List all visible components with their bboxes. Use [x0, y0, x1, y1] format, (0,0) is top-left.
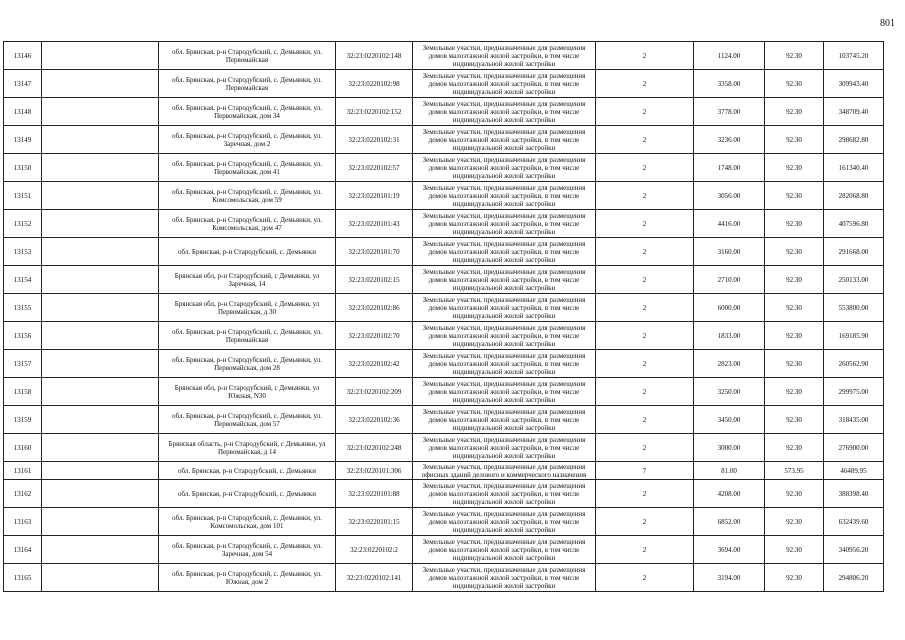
address-cell: Брянская обл, р-н Стародубский, с Демьянки, ул Южная, N30 [159, 378, 336, 406]
address-cell: обл. Брянская, р-н Стародубский, с. Демьянки, ул. Комсомольская, дом 47 [159, 210, 336, 238]
row-number: 13146 [4, 42, 42, 70]
cadastral-value-cell: 276900.00 [824, 434, 884, 462]
cadastral-number-cell: 32:23:0220102:86 [336, 294, 413, 322]
blank-cell [42, 406, 159, 434]
address-cell: обл. Брянская, р-н Стародубский, с. Демьянки, ул. Первомайская, дом 57 [159, 406, 336, 434]
area-cell: 3000.00 [694, 434, 765, 462]
area-cell: 1833.00 [694, 322, 765, 350]
group-cell: 2 [596, 322, 694, 350]
address-cell: обл. Брянская, р-н Стародубский, с. Демьянки, ул. Первомайская [159, 322, 336, 350]
cadastral-value-cell: 294806.20 [824, 564, 884, 592]
area-cell: 3194.00 [694, 564, 765, 592]
row-number: 13154 [4, 266, 42, 294]
rate-cell: 92.30 [765, 238, 824, 266]
cadastral-number-cell: 32:23:0220101:70 [336, 238, 413, 266]
land-use-cell: Земельные участки, предназначенные для размещения домов малоэтажной жилой застройки, в том числе индивидуальной жилой застройки [413, 210, 596, 238]
row-number: 13153 [4, 238, 42, 266]
land-use-cell: Земельные участки, предназначенные для размещения домов малоэтажной жилой застройки, в том числе индивидуальной жилой застройки [413, 378, 596, 406]
table-row [4, 508, 884, 536]
cadastral-value-cell: 103745.20 [824, 42, 884, 70]
row-number: 13160 [4, 434, 42, 462]
address-cell: обл. Брянская, р-н Стародубский, с. Демьянки, ул. Заречная, дом 2 [159, 126, 336, 154]
blank-cell [42, 508, 159, 536]
land-use-cell: Земельные участки, предназначенные для размещения домов малоэтажной жилой застройки, в том числе индивидуальной жилой застройки [413, 350, 596, 378]
rate-cell: 92.30 [765, 70, 824, 98]
rate-cell: 92.30 [765, 322, 824, 350]
group-cell: 2 [596, 378, 694, 406]
cadastral-value-table [3, 41, 884, 592]
group-cell: 2 [596, 536, 694, 564]
rate-cell: 92.30 [765, 378, 824, 406]
group-cell: 7 [596, 462, 694, 480]
cadastral-number-cell: 32:23:0220102:36 [336, 406, 413, 434]
table-row [4, 564, 884, 592]
blank-cell [42, 210, 159, 238]
address-cell: обл. Брянская, р-н Стародубский, с. Демьянки, ул. Первомайская [159, 42, 336, 70]
blank-cell [42, 294, 159, 322]
cadastral-number-cell: 32:23:0220102:2 [336, 536, 413, 564]
rate-cell: 92.30 [765, 126, 824, 154]
area-cell: 2710.00 [694, 266, 765, 294]
group-cell: 2 [596, 154, 694, 182]
table-row [4, 182, 884, 210]
cadastral-number-cell: 32:23:0220101:88 [336, 480, 413, 508]
area-cell: 3236.00 [694, 126, 765, 154]
table-row [4, 210, 884, 238]
address-cell: обл. Брянская, р-н Стародубский, с. Демьянки, ул. Комсомольская, дом 101 [159, 508, 336, 536]
land-use-cell: Земельные участки, предназначенные для размещения домов малоэтажной жилой застройки, в том числе индивидуальной жилой застройки [413, 98, 596, 126]
blank-cell [42, 266, 159, 294]
area-cell: 3778.00 [694, 98, 765, 126]
page-number: 801 [880, 18, 895, 29]
cadastral-number-cell: 32:23:0220101:19 [336, 182, 413, 210]
group-cell: 2 [596, 266, 694, 294]
cadastral-number-cell: 32:23:0220102:248 [336, 434, 413, 462]
table-body [4, 42, 884, 592]
cadastral-value-cell: 161340.40 [824, 154, 884, 182]
row-number: 13165 [4, 564, 42, 592]
row-number: 13158 [4, 378, 42, 406]
row-number: 13161 [4, 462, 42, 480]
area-cell: 6852.00 [694, 508, 765, 536]
land-use-cell: Земельные участки, предназначенные для размещения домов малоэтажной жилой застройки, в том числе индивидуальной жилой застройки [413, 126, 596, 154]
group-cell: 2 [596, 182, 694, 210]
blank-cell [42, 126, 159, 154]
land-use-cell: Земельные участки, предназначенные для размещения домов малоэтажной жилой застройки, в том числе индивидуальной жилой застройки [413, 564, 596, 592]
rate-cell: 92.30 [765, 508, 824, 536]
cadastral-value-cell: 632439.60 [824, 508, 884, 536]
rate-cell: 92.30 [765, 434, 824, 462]
group-cell: 2 [596, 294, 694, 322]
cadastral-number-cell: 32:23:0220102:209 [336, 378, 413, 406]
row-number: 13162 [4, 480, 42, 508]
cadastral-number-cell: 32:23:0220102:70 [336, 322, 413, 350]
rate-cell: 92.30 [765, 536, 824, 564]
area-cell: 1124.00 [694, 42, 765, 70]
table-row [4, 406, 884, 434]
land-use-cell: Земельные участки, предназначенные для размещения домов малоэтажной жилой застройки, в том числе индивидуальной жилой застройки [413, 154, 596, 182]
address-cell: обл. Брянская, р-н Стародубский, с. Демьянки, ул. Южная, дом 2 [159, 564, 336, 592]
land-use-cell: Земельные участки, предназначенные для размещения домов малоэтажной жилой застройки, в том числе индивидуальной жилой застройки [413, 238, 596, 266]
row-number: 13148 [4, 98, 42, 126]
area-cell: 2823.00 [694, 350, 765, 378]
address-cell: обл. Брянская, р-н Стародубский, с. Демьянки, ул. Первомайская, дом 41 [159, 154, 336, 182]
cadastral-number-cell: 32:23:0220101:15 [336, 508, 413, 536]
land-use-cell: Земельные участки, предназначенные для размещения домов малоэтажной жилой застройки, в том числе индивидуальной жилой застройки [413, 480, 596, 508]
land-use-cell: Земельные участки, предназначенные для размещения домов малоэтажной жилой застройки, в том числе индивидуальной жилой застройки [413, 70, 596, 98]
group-cell: 2 [596, 434, 694, 462]
blank-cell [42, 434, 159, 462]
rate-cell: 92.30 [765, 294, 824, 322]
blank-cell [42, 462, 159, 480]
table-row [4, 154, 884, 182]
cadastral-number-cell: 32:23:0220102:148 [336, 42, 413, 70]
rate-cell: 92.30 [765, 406, 824, 434]
table-row [4, 42, 884, 70]
land-use-cell: Земельные участки, предназначенные для размещения домов малоэтажной жилой застройки, в том числе индивидуальной жилой застройки [413, 508, 596, 536]
area-cell: 3450.00 [694, 406, 765, 434]
table-row [4, 462, 884, 480]
land-use-cell: Земельные участки, предназначенные для размещения домов малоэтажной жилой застройки, в том числе индивидуальной жилой застройки [413, 42, 596, 70]
blank-cell [42, 154, 159, 182]
table-row [4, 322, 884, 350]
blank-cell [42, 350, 159, 378]
rate-cell: 92.30 [765, 42, 824, 70]
rate-cell: 92.30 [765, 480, 824, 508]
address-cell: обл. Брянская, р-н Стародубский, с. Демьянки [159, 462, 336, 480]
land-use-cell: Земельные участки, предназначенные для размещения офисных зданий делового и коммерческого назначения [413, 462, 596, 480]
cadastral-value-cell: 299975.00 [824, 378, 884, 406]
cadastral-number-cell: 32:23:0220102:42 [336, 350, 413, 378]
cadastral-number-cell: 32:23:0220102:141 [336, 564, 413, 592]
cadastral-value-cell: 309943.40 [824, 70, 884, 98]
blank-cell [42, 564, 159, 592]
rate-cell: 92.30 [765, 266, 824, 294]
cadastral-number-cell: 32:23:0220101:306 [336, 462, 413, 480]
table-row [4, 126, 884, 154]
table-row [4, 238, 884, 266]
table-row [4, 378, 884, 406]
group-cell: 2 [596, 350, 694, 378]
cadastral-number-cell: 32:23:0220102:152 [336, 98, 413, 126]
blank-cell [42, 480, 159, 508]
address-cell: обл. Брянская, р-н Стародубский, с. Демьянки, ул. Первомайская, дом 34 [159, 98, 336, 126]
cadastral-number-cell: 32:23:0220102:57 [336, 154, 413, 182]
address-cell: обл. Брянская, р-н Стародубский, с. Демьянки, ул. Заречная, дом 54 [159, 536, 336, 564]
area-cell: 81.00 [694, 462, 765, 480]
rate-cell: 92.30 [765, 350, 824, 378]
row-number: 13156 [4, 322, 42, 350]
land-use-cell: Земельные участки, предназначенные для размещения домов малоэтажной жилой застройки, в том числе индивидуальной жилой застройки [413, 266, 596, 294]
rate-cell: 92.30 [765, 98, 824, 126]
group-cell: 2 [596, 70, 694, 98]
cadastral-value-cell: 388398.40 [824, 480, 884, 508]
blank-cell [42, 536, 159, 564]
blank-cell [42, 378, 159, 406]
row-number: 13151 [4, 182, 42, 210]
land-use-cell: Земельные участки, предназначенные для размещения домов малоэтажной жилой застройки, в том числе индивидуальной жилой застройки [413, 536, 596, 564]
table-row [4, 70, 884, 98]
group-cell: 2 [596, 238, 694, 266]
table-row [4, 350, 884, 378]
cadastral-value-cell: 298682.80 [824, 126, 884, 154]
cadastral-number-cell: 32:23:0220102:31 [336, 126, 413, 154]
table-row [4, 294, 884, 322]
rate-cell: 92.30 [765, 210, 824, 238]
row-number: 13147 [4, 70, 42, 98]
cadastral-value-cell: 169185.90 [824, 322, 884, 350]
table-row [4, 98, 884, 126]
row-number: 13149 [4, 126, 42, 154]
blank-cell [42, 322, 159, 350]
cadastral-number-cell: 32:23:0220101:43 [336, 210, 413, 238]
land-use-cell: Земельные участки, предназначенные для размещения домов малоэтажной жилой застройки, в том числе индивидуальной жилой застройки [413, 182, 596, 210]
land-use-cell: Земельные участки, предназначенные для размещения домов малоэтажной жилой застройки, в том числе индивидуальной жилой застройки [413, 322, 596, 350]
area-cell: 1748.00 [694, 154, 765, 182]
group-cell: 2 [596, 564, 694, 592]
cadastral-value-cell: 250133.00 [824, 266, 884, 294]
cadastral-value-cell: 407596.80 [824, 210, 884, 238]
row-number: 13155 [4, 294, 42, 322]
row-number: 13164 [4, 536, 42, 564]
cadastral-value-cell: 348709.40 [824, 98, 884, 126]
area-cell: 3358.00 [694, 70, 765, 98]
rate-cell: 573.95 [765, 462, 824, 480]
row-number: 13152 [4, 210, 42, 238]
address-cell: Брянская обл, р-н Стародубский, с Демьянки, ул Первомайская, д 30 [159, 294, 336, 322]
address-cell: Брянская область, р-н Стародубский, с Демьянки, ул Первомайская, д 14 [159, 434, 336, 462]
land-use-cell: Земельные участки, предназначенные для размещения домов малоэтажной жилой застройки, в том числе индивидуальной жилой застройки [413, 434, 596, 462]
blank-cell [42, 70, 159, 98]
blank-cell [42, 182, 159, 210]
cadastral-value-cell: 553800.00 [824, 294, 884, 322]
table-row [4, 434, 884, 462]
address-cell: Брянская обл, р-н Стародубский, с Демьянки, ул Заречная, 14 [159, 266, 336, 294]
area-cell: 3160.00 [694, 238, 765, 266]
blank-cell [42, 98, 159, 126]
rate-cell: 92.30 [765, 182, 824, 210]
area-cell: 3250.00 [694, 378, 765, 406]
group-cell: 2 [596, 42, 694, 70]
blank-cell [42, 42, 159, 70]
area-cell: 4208.00 [694, 480, 765, 508]
address-cell: обл. Брянская, р-н Стародубский, с. Демьянки [159, 238, 336, 266]
group-cell: 2 [596, 98, 694, 126]
cadastral-value-cell: 46489.95 [824, 462, 884, 480]
cadastral-value-cell: 340956.20 [824, 536, 884, 564]
area-cell: 3056.00 [694, 182, 765, 210]
cadastral-value-cell: 291668.00 [824, 238, 884, 266]
row-number: 13150 [4, 154, 42, 182]
row-number: 13163 [4, 508, 42, 536]
rate-cell: 92.30 [765, 564, 824, 592]
cadastral-number-cell: 32:23:0220102:98 [336, 70, 413, 98]
address-cell: обл. Брянская, р-н Стародубский, с. Демьянки, ул. Комсомольская, дом 59 [159, 182, 336, 210]
group-cell: 2 [596, 508, 694, 536]
rate-cell: 92.30 [765, 154, 824, 182]
land-use-cell: Земельные участки, предназначенные для размещения домов малоэтажной жилой застройки, в том числе индивидуальной жилой застройки [413, 406, 596, 434]
table-row [4, 536, 884, 564]
group-cell: 2 [596, 126, 694, 154]
table-row [4, 266, 884, 294]
row-number: 13157 [4, 350, 42, 378]
group-cell: 2 [596, 210, 694, 238]
area-cell: 6000.00 [694, 294, 765, 322]
area-cell: 3694.00 [694, 536, 765, 564]
cadastral-value-cell: 260562.90 [824, 350, 884, 378]
cadastral-value-cell: 282068.80 [824, 182, 884, 210]
row-number: 13159 [4, 406, 42, 434]
blank-cell [42, 238, 159, 266]
group-cell: 2 [596, 480, 694, 508]
group-cell: 2 [596, 406, 694, 434]
address-cell: обл. Брянская, р-н Стародубский, с. Демьянки [159, 480, 336, 508]
cadastral-number-cell: 32:23:0220102:15 [336, 266, 413, 294]
area-cell: 4416.00 [694, 210, 765, 238]
address-cell: обл. Брянская, р-н Стародубский, с. Демьянки, ул. Первомайская [159, 70, 336, 98]
address-cell: обл. Брянская, р-н Стародубский, с. Демьянки, ул. Первомайская, дом 28 [159, 350, 336, 378]
cadastral-value-cell: 318435.00 [824, 406, 884, 434]
table-row [4, 480, 884, 508]
land-use-cell: Земельные участки, предназначенные для размещения домов малоэтажной жилой застройки, в том числе индивидуальной жилой застройки [413, 294, 596, 322]
